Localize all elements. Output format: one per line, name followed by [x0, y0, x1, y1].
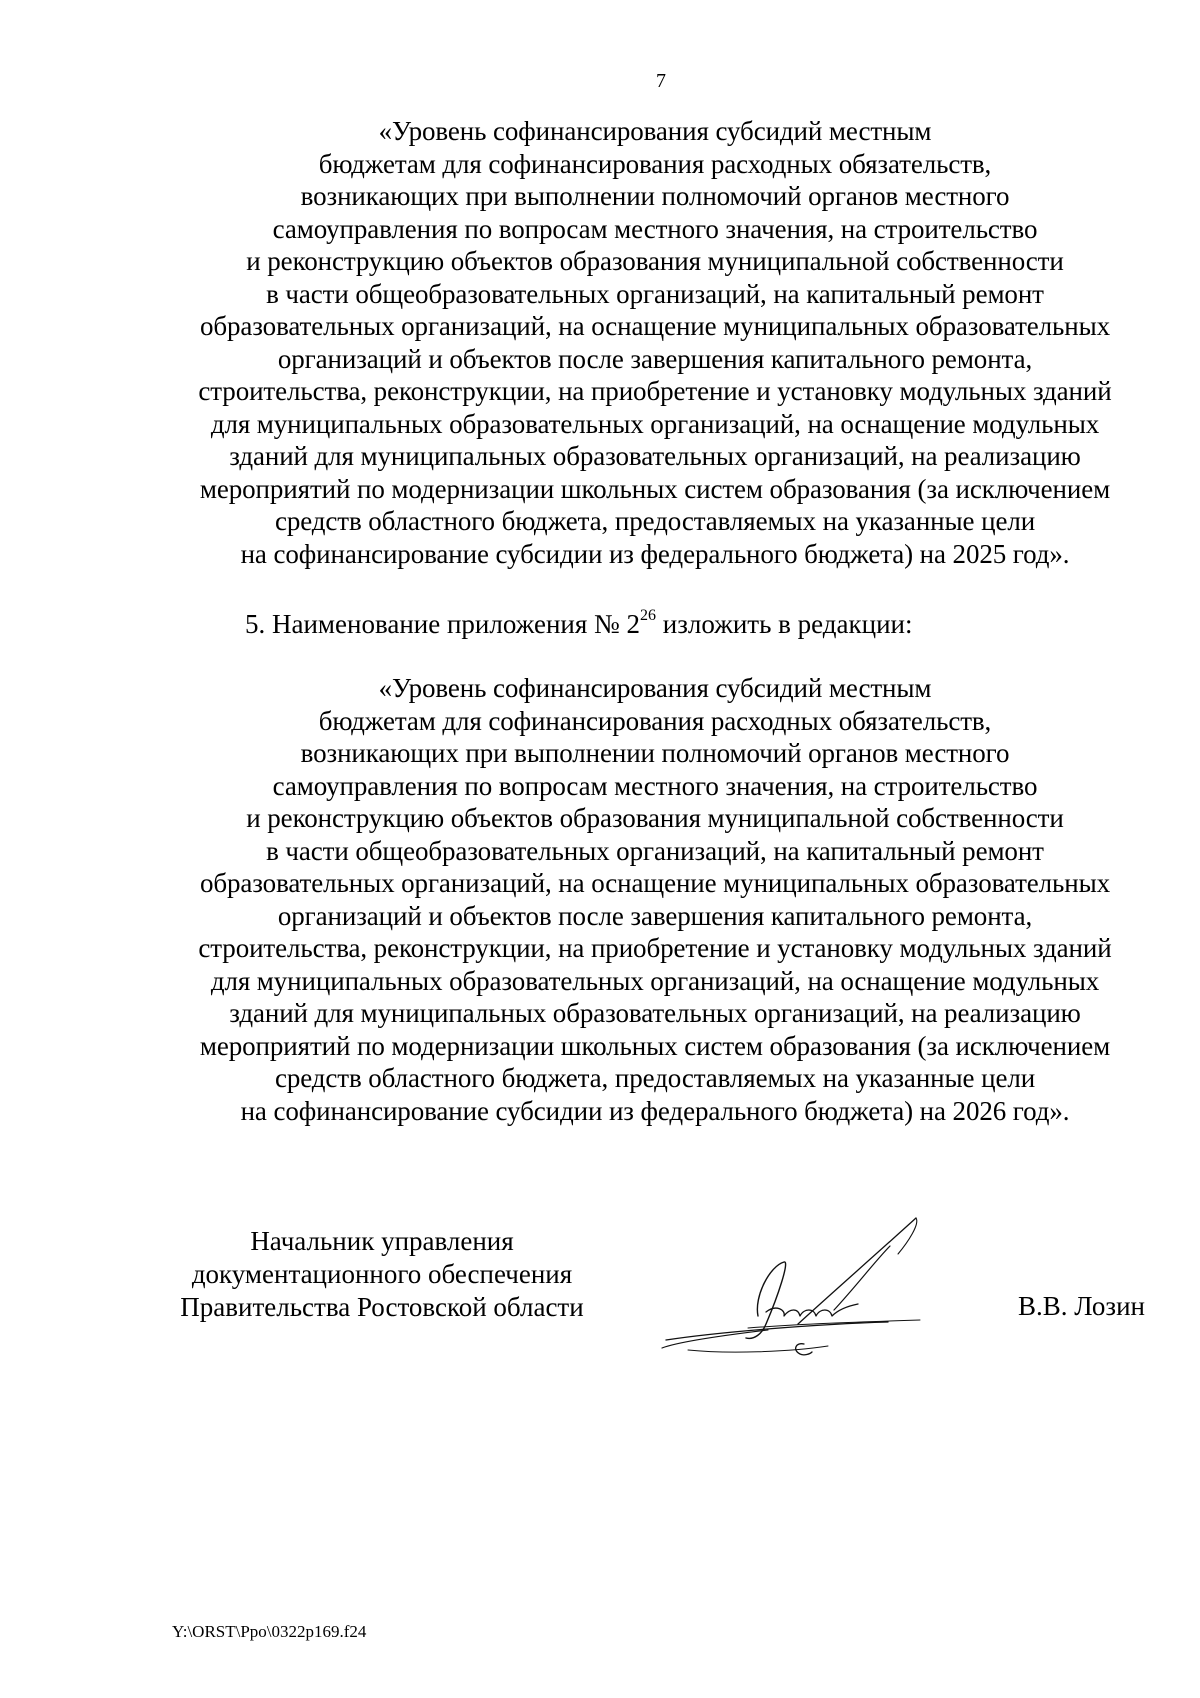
- title-line: «Уровень софинансирования субсидий местным: [378, 673, 932, 703]
- title-line: организаций и объектов после завершения капитального ремонта,: [277, 343, 1033, 374]
- file-path: Y:\ORST\Ppo\0322p169.f24: [172, 1622, 367, 1641]
- title-line: образовательных организаций, на оснащение муниципальных образовательных: [199, 311, 1111, 341]
- title-line: мероприятий по модернизации школьных систем образования (за исключением: [199, 1030, 1111, 1061]
- title-line: организаций и объектов после завершения капитального ремонта,: [277, 900, 1033, 931]
- title-line: зданий для муниципальных образовательных организаций, на реализацию: [229, 441, 1081, 471]
- signer-position-line: Начальник управления: [250, 1226, 514, 1256]
- title-line: строительства, реконструкции, на приобретение и установку модульных зданий: [198, 376, 1112, 406]
- appendix-title-2026: [160, 672, 1150, 1127]
- title-line: на софинансирование субсидии из федерального бюджета) на 2026 год».: [240, 1095, 1070, 1126]
- title-line: на софинансирование субсидии из федерального бюджета) на 2025 год».: [240, 538, 1070, 569]
- paragraph-5-superscript: 26: [640, 607, 657, 624]
- title-line: бюджетам для софинансирования расходных обязательств,: [318, 705, 992, 736]
- title-line: возникающих при выполнении полномочий органов местного: [300, 181, 1010, 211]
- signer-position-line: Правительства Ростовской области: [180, 1292, 584, 1322]
- appendix-title-2025: [160, 115, 1150, 570]
- handwritten-signature: [658, 1212, 978, 1362]
- title-line: для муниципальных образовательных организаций, на оснащение модульных: [210, 408, 1100, 439]
- title-line: бюджетам для софинансирования расходных обязательств,: [318, 148, 992, 179]
- title-line: средств областного бюджета, предоставляемых на указанные цели: [274, 506, 1036, 536]
- title-line: средств областного бюджета, предоставляемых на указанные цели: [274, 1063, 1036, 1093]
- title-line: мероприятий по модернизации школьных систем образования (за исключением: [199, 473, 1111, 504]
- paragraph-5-text: 5. Наименование приложения № 2: [245, 609, 641, 639]
- title-line: «Уровень софинансирования субсидий местным: [378, 116, 932, 146]
- title-line: в части общеобразовательных организаций, на капитальный ремонт: [266, 278, 1044, 309]
- title-line: зданий для муниципальных образовательных организаций, на реализацию: [229, 998, 1081, 1028]
- title-line: строительства, реконструкции, на приобретение и установку модульных зданий: [198, 933, 1112, 963]
- page-number: 7: [656, 70, 666, 92]
- title-line: возникающих при выполнении полномочий органов местного: [300, 738, 1010, 768]
- title-line: и реконструкцию объектов образования муниципальной собственности: [246, 803, 1064, 833]
- title-line: образовательных организаций, на оснащение муниципальных образовательных: [199, 868, 1111, 898]
- paragraph-5: [245, 608, 912, 640]
- signer-position: [172, 1225, 592, 1324]
- title-line: самоуправления по вопросам местного значения, на строительство: [272, 770, 1038, 801]
- title-line: самоуправления по вопросам местного значения, на строительство: [272, 213, 1038, 244]
- paragraph-5-text-end: изложить в редакции:: [656, 609, 913, 639]
- signer-position-line: документационного обеспечения: [191, 1259, 573, 1289]
- title-line: в части общеобразовательных организаций, на капитальный ремонт: [266, 835, 1044, 866]
- title-line: и реконструкцию объектов образования муниципальной собственности: [246, 246, 1064, 276]
- signer-name: В.В. Лозин: [1018, 1291, 1145, 1321]
- title-line: для муниципальных образовательных организаций, на оснащение модульных: [210, 965, 1100, 996]
